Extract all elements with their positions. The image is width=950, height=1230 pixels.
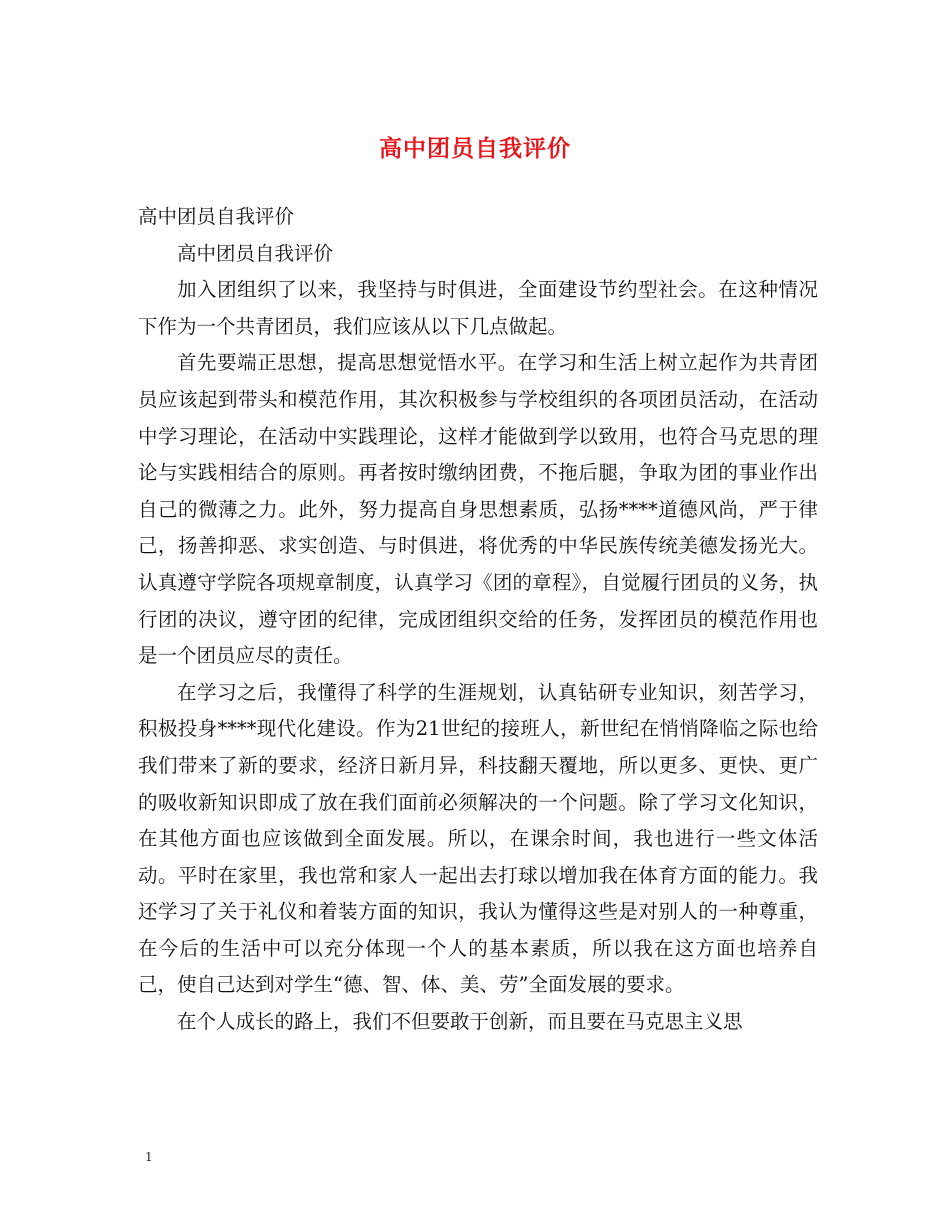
document-title: 高中团员自我评价 [379,135,571,162]
page-number: 1 [145,1150,153,1164]
document-body [138,199,818,1041]
paragraph: 加入团组织了以来，我坚持与时俱进，全面建设节约型社会。在这种情况下作为一个共青团员，我们应该从以下几点做起。 [138,278,818,338]
paragraph-heading: 高中团员自我评价 [138,205,295,228]
paragraph: 首先要端正思想，提高思想觉悟水平。在学习和生活上树立起作为共青团员应该起到带头和模范作用，其次积极参与学校组织的各项团员活动，在活动中学习理论，在活动中实践理论，这样才能做到学以致用，也符合马克思的理论与实践相结合的原则。再者按时缴纳团费，不拖后腿，争取为团的事业作出自己的微薄之力。此外，努力提高自身思想素质，弘扬****道德风尚，严于律己，扬善抑恶、求实创造、与时俱进，将优秀的中华民族传统美德发扬光大。认真遵守学院各项规章制度，认真学习《团的章程》，自觉履行团员的义务，执行团的决议，遵守团的纪律，完成团组织交给的任务，发挥团员的模范作用也是一个团员应尽的责任。 [138,351,818,668]
paragraph: 在个人成长的路上，我们不但要敢于创新，而且要在马克思主义思 [177,1010,743,1034]
paragraph: 在学习之后，我懂得了科学的生涯规划，认真钻研专业知识，刻苦学习，积极投身****现代化建设。作为21世纪的接班人，新世纪在悄悄降临之际也给我们带来了新的要求，经济日新月异，科技翻天覆地，所以更多、更快、更广的吸收新知识即成了放在我们面前必须解决的一个问题。除了学习文化知识，在其他方面也应该做到全面发展。所以，在课余时间，我也进行一些文体活动。平时在家里，我也常和家人一起出去打球以增加我在体育方面的能力。我还学习了关于礼仪和着装方面的知识，我认为懂得这些是对别人的一种尊重，在今后的生活中可以充分体现一个人的基本素质，所以我在这方面也培养自己，使自己达到对学生“德、智、体、美、劳”全面发展的要求。 [138,680,818,997]
paragraph-subheading: 高中团员自我评价 [177,241,334,265]
